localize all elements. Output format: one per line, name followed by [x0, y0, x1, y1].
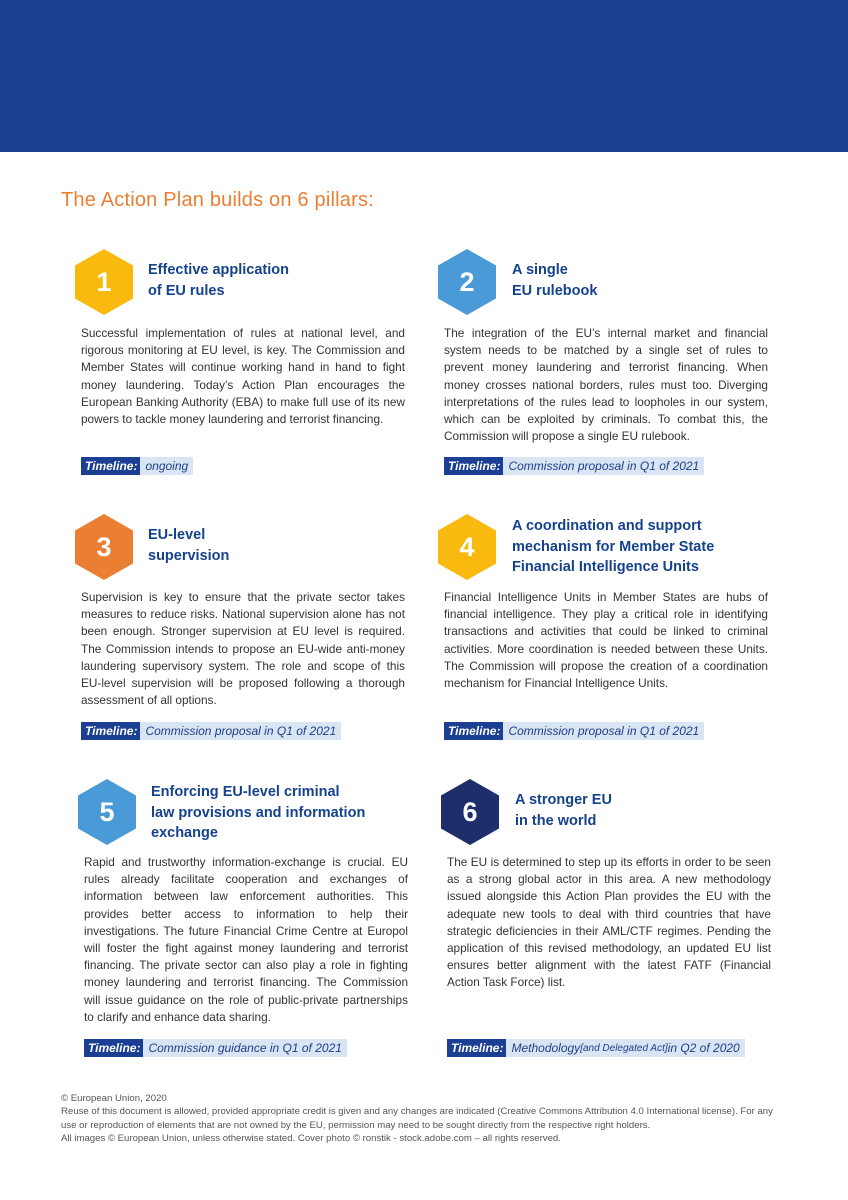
timeline-value: Commission proposal in Q1 of 2021 — [145, 724, 337, 738]
copyright-line: © European Union, 2020 — [61, 1093, 167, 1104]
hexagon-badge-2 — [438, 249, 496, 315]
pillar-title-line: exchange — [151, 825, 218, 841]
pillar-title — [148, 260, 289, 301]
hexagon-badge-1 — [75, 249, 133, 315]
timeline-value — [506, 1039, 744, 1057]
pillar-number: 2 — [459, 266, 475, 297]
pillar-number: 4 — [459, 531, 475, 562]
timeline-value: Commission proposal in Q1 of 2021 — [508, 724, 700, 738]
footer — [61, 1092, 789, 1146]
pillar-title-line: A single — [512, 262, 568, 278]
pillar-number: 3 — [96, 531, 112, 562]
timeline-badge — [81, 722, 341, 740]
pillar-title — [148, 525, 229, 566]
pillar-title — [515, 790, 612, 831]
pillar-body: Rapid and trustworthy information-exchange is crucial. EU rules already facilitate cooperation and exchanges of information between law enforcement authorities. This provides better access to information to help their investigations. The future Financial Crime Centre at Europol will foster the fight against money laundering and terrorist financing. The private sector can also play a role in fighting money laundering and terrorist financing. The Commission will issue guidance on the role of public-private partnerships to clarify and enhance data sharing. — [84, 855, 408, 1024]
pillar-title-line: Financial Intelligence Units — [512, 559, 699, 575]
timeline-badge — [81, 457, 193, 475]
timeline-value: ongoing — [145, 459, 189, 473]
timeline-value-part: [and Delegated Act] — [580, 1042, 668, 1054]
pillar-title-line: supervision — [148, 547, 230, 564]
page-title: The Action Plan builds on 6 pillars: — [61, 189, 374, 211]
pillar-body: The EU is determined to step up its efforts in order to be seen as a strong global actor in this area. A new methodology issued alongside this Action Plan provides the EU with the adequate new tools to deal with third countries that have strategic deficiencies in their AML/CTF regimes. Pending the application of this revised methodology, an updated EU list ensures better alignment with the latest FATF (Financial Action Task Force) list. — [447, 855, 771, 990]
pillar-title-line: of EU rules — [148, 282, 225, 299]
hexagon-badge-6 — [441, 779, 499, 845]
timeline-value-part: in Q2 of 2020 — [667, 1041, 740, 1055]
pillar-title-line: A coordination and support — [512, 518, 702, 534]
hexagon-badge-5 — [78, 779, 136, 845]
pillar-title-line: A stronger EU — [515, 792, 612, 808]
pillar-title-line: mechanism for Member State — [512, 538, 715, 555]
timeline-label: Timeline: — [84, 1039, 143, 1057]
pillar-body: Successful implementation of rules at national level, and rigorous monitoring at EU level, is key. The Commission and Member States will continue working hand in hand to fight money laundering. Today’s Action Plan encourages the European Banking Authority (EBA) to make full use of its new powers to tackle money laundering and terrorist financing. — [81, 326, 405, 427]
pillar-title-line: EU-level — [148, 527, 206, 543]
reuse-notice: Reuse of this document is allowed, provided appropriate credit is given and any changes are indicated (Creative Commons Attribution 4.0 International license). For any use or reproduction of elements that are not owned by the EU, permission may need to be sought directly from the respective right holders. — [61, 1106, 773, 1131]
pillar-number: 5 — [99, 796, 115, 827]
image-credits: All images © European Union, unless otherwise stated. Cover photo © ronstik - stock.adobe.com – all rights reserved. — [61, 1133, 561, 1145]
timeline-label: Timeline: — [81, 457, 140, 475]
timeline-badge — [444, 722, 704, 740]
pillar-body: The integration of the EU’s internal market and financial system needs to be matched by a single set of rules to prevent money laundering and terrorist financing. When money crosses national borders, rules must too. Diverging interpretations of the rules lead to loopholes in our system, which can be exploited by criminals. To combat this, the Commission will propose a single EU rulebook. — [444, 326, 768, 444]
timeline-label: Timeline: — [444, 457, 503, 475]
pillar-title-line: in the world — [515, 812, 597, 829]
timeline-label: Timeline: — [447, 1039, 506, 1057]
timeline-value-part: Methodology — [511, 1041, 581, 1055]
pillar-title-line: EU rulebook — [512, 282, 598, 299]
hexagon-badge-4 — [438, 514, 496, 580]
pillar-number: 1 — [96, 266, 112, 297]
pillar-title — [512, 260, 597, 301]
timeline-badge — [84, 1039, 347, 1057]
pillar-title — [151, 782, 365, 844]
pillar-title — [512, 516, 714, 578]
pillar-title-line: law provisions and information — [151, 804, 366, 821]
timeline-value: Commission guidance in Q1 of 2021 — [148, 1041, 342, 1055]
timeline-badge — [447, 1039, 745, 1057]
pillar-title-line: Enforcing EU-level criminal — [151, 784, 340, 800]
timeline-label: Timeline: — [81, 722, 140, 740]
hexagon-badge-3 — [75, 514, 133, 580]
timeline-label: Timeline: — [444, 722, 503, 740]
timeline-badge — [444, 457, 704, 475]
timeline-value: Commission proposal in Q1 of 2021 — [508, 459, 700, 473]
header-band — [0, 0, 848, 152]
pillar-title-line: Effective application — [148, 262, 290, 278]
pillar-number: 6 — [462, 796, 478, 827]
pillar-body: Supervision is key to ensure that the private sector takes measures to reduce risks. National supervision alone has not been enough. Stronger supervision at EU level is required. The Commission intends to propose an EU-wide anti-money laundering supervisory system. The role and scope of this EU-level supervision will be proposed following a thorough assessment of all options. — [81, 590, 405, 708]
pillar-body: Financial Intelligence Units in Member States are hubs of financial intelligence. They play a critical role in identifying transactions and activities that could be linked to criminal activities. More coordination is needed between these Units. The Commission will propose the creation of a coordination mechanism for Financial Intelligence Units. — [444, 590, 768, 691]
